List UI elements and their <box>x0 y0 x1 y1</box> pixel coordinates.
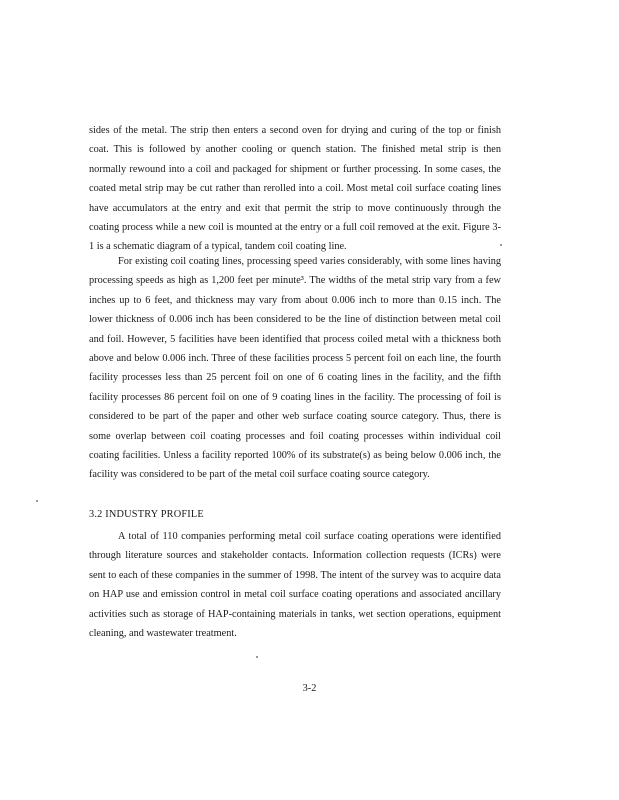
scan-speck <box>500 244 502 246</box>
scan-speck <box>36 500 38 502</box>
paragraph-text: A total of 110 companies performing metal coil surface coating operations were identified through literature sources and stakeholder contacts. Information collection requests (ICRs) were sent to each of these companies in the summer of 1998. The intent of the survey was to acquire data on HAP use and emission control in metal coil surface coating operations and associated ancillary activities such as storage of HAP-containing materials in tanks, wet section operations, equipment cleaning, and wastewater treatment. <box>89 531 501 640</box>
paragraph-processing-speeds <box>89 252 501 485</box>
paragraph-text: For existing coil coating lines, processing speed varies considerably, with some lines having processing speeds as high as 1,200 feet per minute³. The widths of the metal strip vary from a few inches up to 6 feet, and thickness may vary from about 0.006 inch to more than 0.15 inch. The lower thickness of 0.006 inch has been considered to be the line of distinction between metal coil and foil. However, 5 facilities have been identified that process coiled metal with a thickness both above and below 0.006 inch. Three of these facilities process 5 percent foil on each line, the fourth facility processes less than 25 percent foil on one of 6 coating lines in the facility, and the fifth facility processes 86 percent foil on one of 9 coating lines in the facility. The processing of foil is considered to be part of the paper and other web surface coating source category. Thus, there is some overlap between coil coating processes and foil coating processes within individual coil coating facilities. Unless a facility reported 100% of its substrate(s) as being below 0.006 inch, the facility was considered to be part of the metal coil surface coating source category. <box>89 256 501 481</box>
scan-speck <box>256 656 258 658</box>
paragraph-coating-process <box>89 121 501 257</box>
paragraph-industry-profile <box>89 527 501 643</box>
section-heading: 3.2 INDUSTRY PROFILE <box>89 509 204 520</box>
page-number: 3-2 <box>302 683 317 694</box>
paragraph-text: sides of the metal. The strip then enters a second oven for drying and curing of the top or finish coat. This is followed by another cooling or quench station. The finished metal strip is then normally rewound into a coil and packaged for shipment or further processing. In some cases, the coated metal strip may be cut rather than rerolled into a coil. Most metal coil surface coating lines have accumulators at the entry and exit that permit the strip to move continuously through the coating process while a new coil is mounted at the entry or a full coil removed at the exit. Figure 3-1 is a schematic diagram of a typical, tandem coil coating line. <box>89 125 501 253</box>
